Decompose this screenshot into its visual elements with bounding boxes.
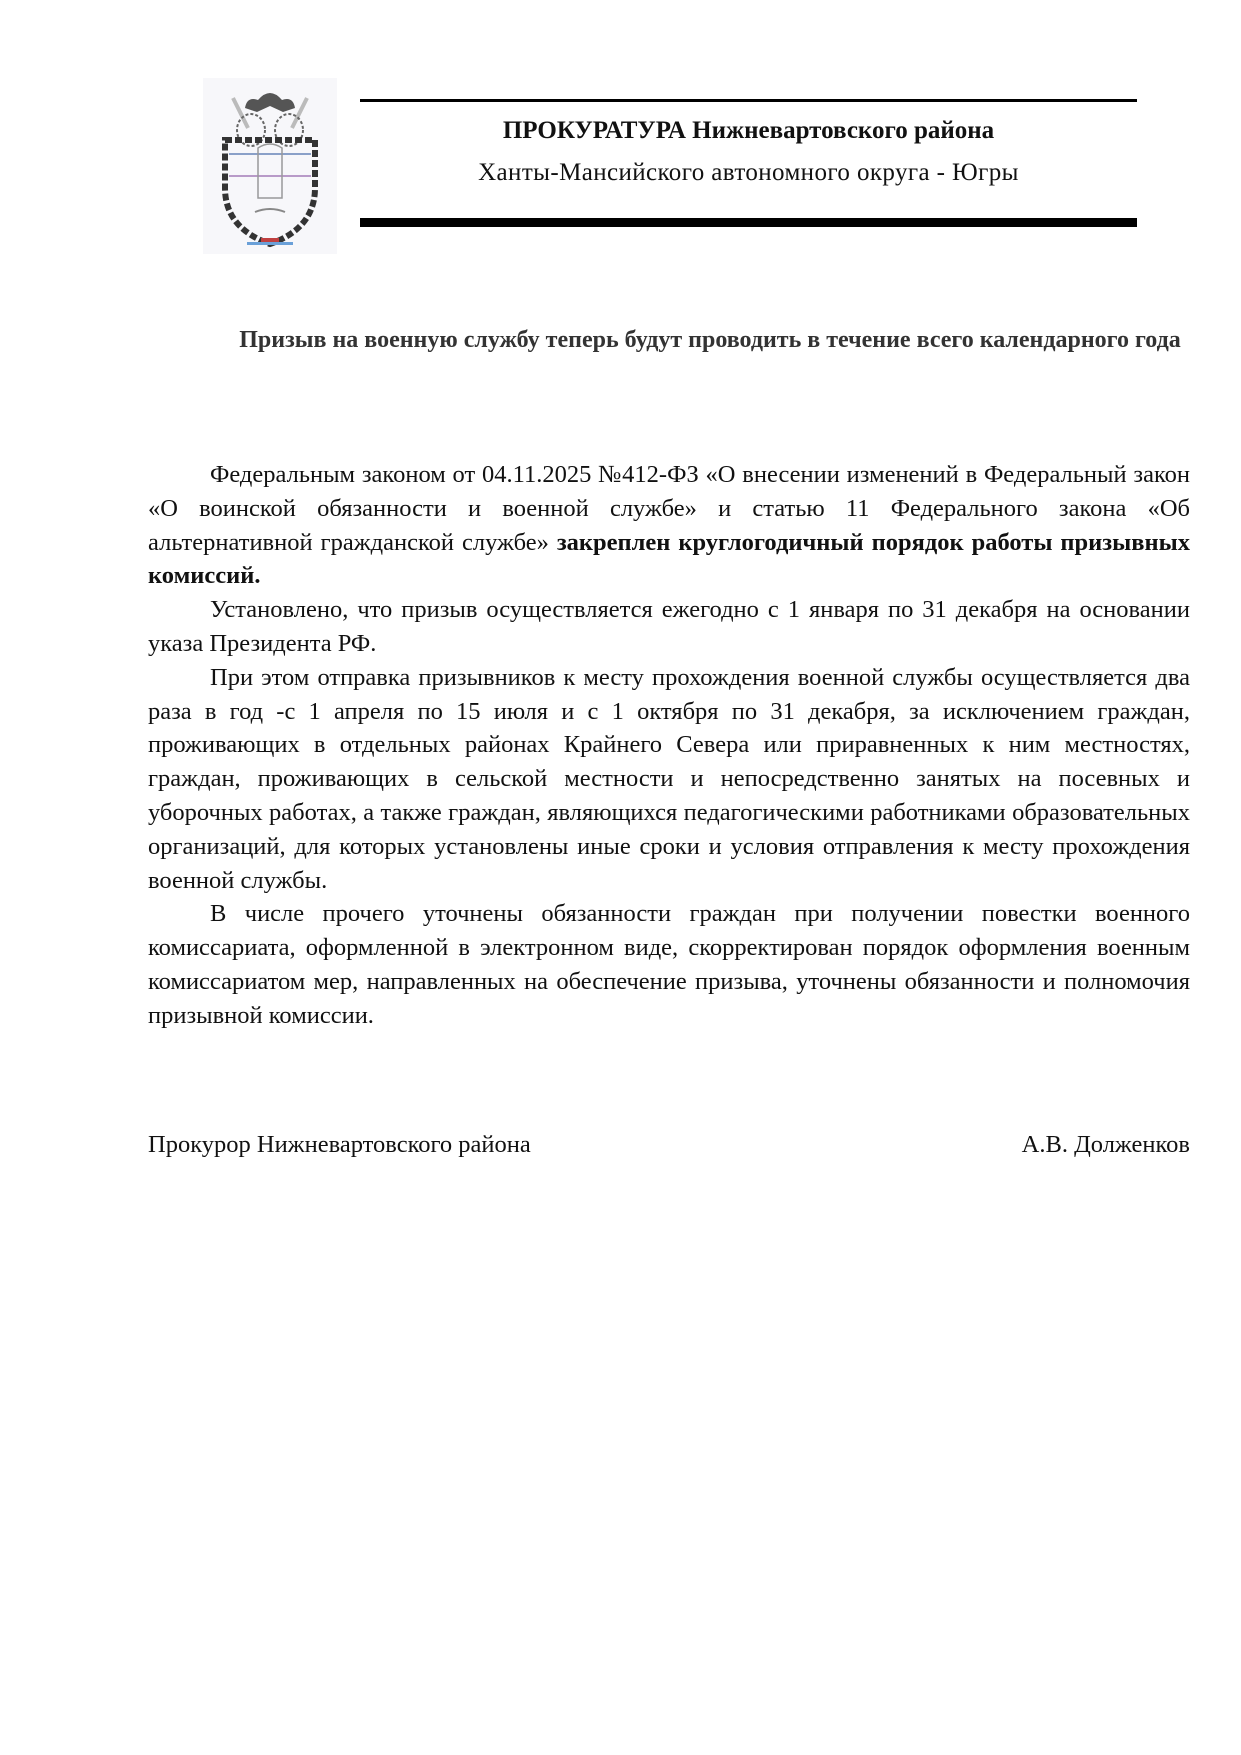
signature-position: Прокурор Нижневартовского района	[148, 1131, 531, 1158]
paragraph-1	[148, 458, 1190, 593]
paragraph-1-text: Федеральным законом от 04.11.2025 №412-ФЗ «О внесении изменений в Федеральный закон «О воинской обязанности и военной службе» и статью 11 Федерального закона «Об альтернативной гражданской службе»	[148, 461, 1190, 556]
signature-name: А.В. Долженков	[1021, 1131, 1190, 1158]
paragraph-2: Установлено, что призыв осуществляется ежегодно с 1 января по 31 декабря на основании указа Президента РФ.	[148, 596, 1190, 657]
document-title: Призыв на военную службу теперь будут проводить в течение всего календарного года	[239, 327, 1181, 353]
paragraph-4: В числе прочего уточнены обязанности граждан при получении повестки военного комиссариата, оформленной в электронном виде, скорректирован порядок оформления военным комиссариатом мер, направленных на обеспечение призыва, уточнены обязанности и полномочия призывной комиссии.	[148, 900, 1190, 1029]
paragraph-3: При этом отправка призывников к месту прохождения военной службы осуществляется два раза в год -с 1 апреля по 15 июля и с 1 октября по 31 декабря, за исключением граждан, проживающих в отдельных районах Крайнего Севера или приравненных к ним местностях, граждан, проживающих в сельской местности и непосредственно занятых на посевных и уборочных работах, а также граждан, являющихся педагогическими работниками образовательных организаций, для которых установлены иные сроки и условия отправления к месту прохождения военной службы.	[148, 663, 1190, 894]
header-region: Ханты-Мансийского автономного округа - Югры	[478, 159, 1019, 186]
header-organization: ПРОКУРАТУРА Нижневартовского района	[502, 117, 995, 144]
header-rule-thick	[360, 218, 1137, 227]
prosecutor-emblem-icon	[203, 78, 337, 254]
paragraph-1-bold: закреплен круглогодичный порядок работы призывных комиссий.	[148, 528, 1190, 590]
header-rule-thin	[360, 99, 1137, 102]
document-body	[148, 458, 1190, 1033]
